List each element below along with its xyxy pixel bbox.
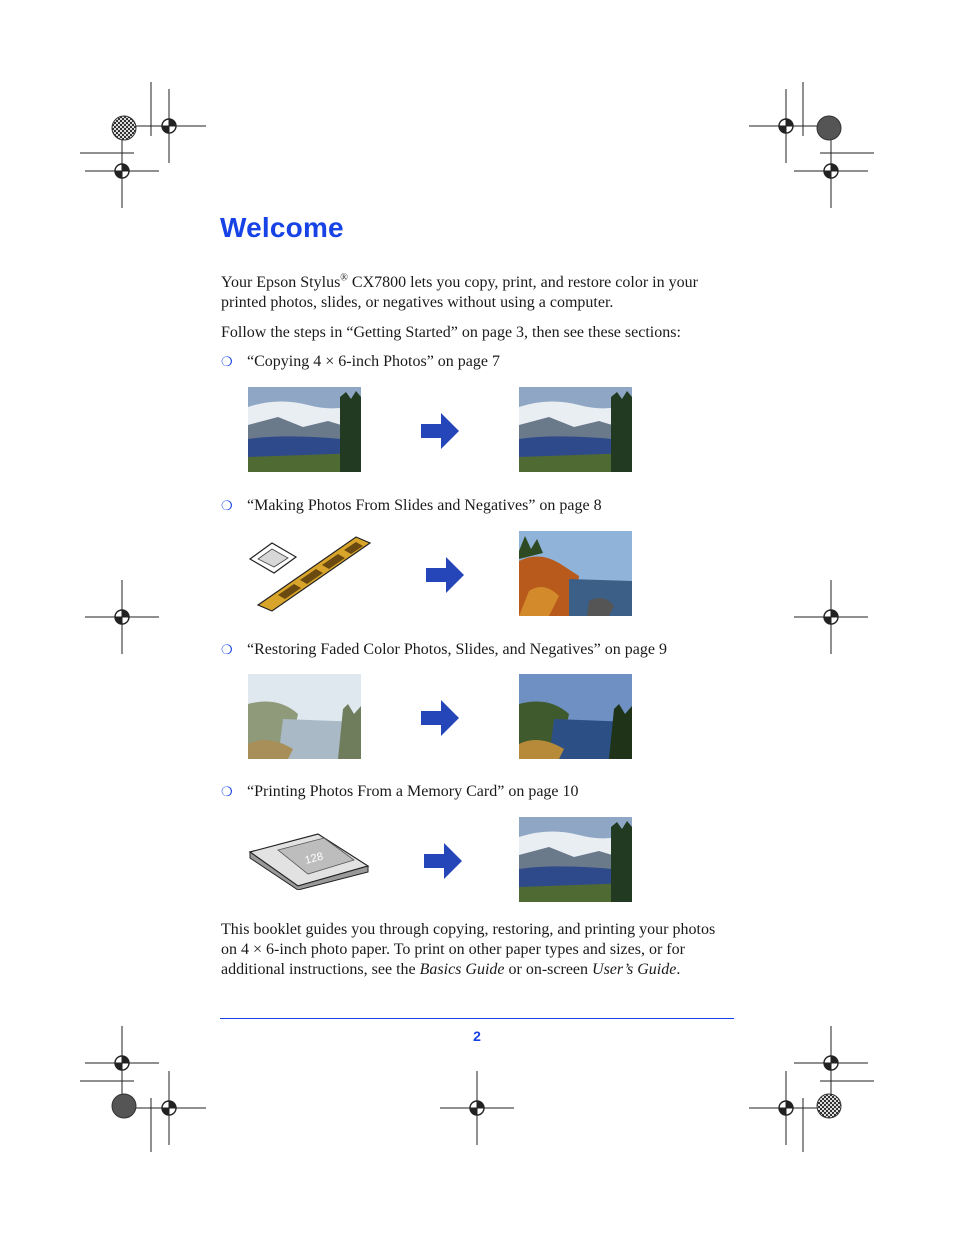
memory-card-icon (248, 830, 373, 890)
coast-photo-restored (519, 674, 632, 759)
section-item-memory-card (221, 782, 579, 802)
intro-text-end: CX7800 lets you copy, print, and restore color in your printed photos, slides, or negatives without using a computer. (221, 274, 698, 311)
bullet-icon: ❍ (221, 784, 233, 799)
section-item-slides (221, 496, 602, 516)
right-arrow-icon (424, 843, 464, 879)
closing-text-1: This booklet guides you through copying, restoring, and printing your photos on 4 × 6-inch photo paper. To print on other paper types and sizes, or for additional instructions, see the (221, 921, 716, 978)
memory-card-capacity-label: 128 (303, 850, 325, 867)
bullet-icon: ❍ (221, 354, 233, 369)
lake-photo-copy (519, 387, 632, 472)
section-label: “Copying 4 × 6-inch Photos” on page 7 (247, 353, 500, 370)
closing-text-3: . (676, 961, 681, 978)
registered-mark: ® (340, 272, 348, 284)
section-item-restoring (221, 640, 667, 660)
right-arrow-icon (421, 700, 461, 736)
right-arrow-icon (421, 413, 461, 449)
page-number: 2 (473, 1028, 481, 1044)
section-label: “Making Photos From Slides and Negatives” on page 8 (247, 497, 602, 514)
coast-photo-restored (519, 531, 632, 616)
right-arrow-icon (426, 557, 466, 593)
closing-paragraph (221, 920, 735, 980)
bullet-icon: ❍ (221, 498, 233, 513)
users-guide-reference: User’s Guide (592, 961, 677, 978)
page-title: Welcome (220, 212, 344, 243)
footer-divider (220, 1018, 734, 1019)
lake-photo-original (248, 387, 361, 472)
section-item-copying (221, 352, 500, 372)
section-label: “Restoring Faded Color Photos, Slides, and Negatives” on page 9 (247, 641, 667, 658)
intro-text-start: Your Epson Stylus (221, 274, 341, 291)
section-label: “Printing Photos From a Memory Card” on page 10 (247, 783, 579, 800)
lake-photo-printed (519, 817, 632, 902)
follow-paragraph: Follow the steps in “Getting Started” on page 3, then see these sections: (221, 324, 681, 341)
intro-paragraph (221, 273, 741, 313)
coast-photo-faded (248, 674, 361, 759)
bullet-icon: ❍ (221, 642, 233, 657)
slide-and-film-strip-icon (248, 533, 373, 613)
closing-text-2: or on-screen (504, 961, 593, 978)
basics-guide-reference: Basics Guide (419, 961, 505, 978)
